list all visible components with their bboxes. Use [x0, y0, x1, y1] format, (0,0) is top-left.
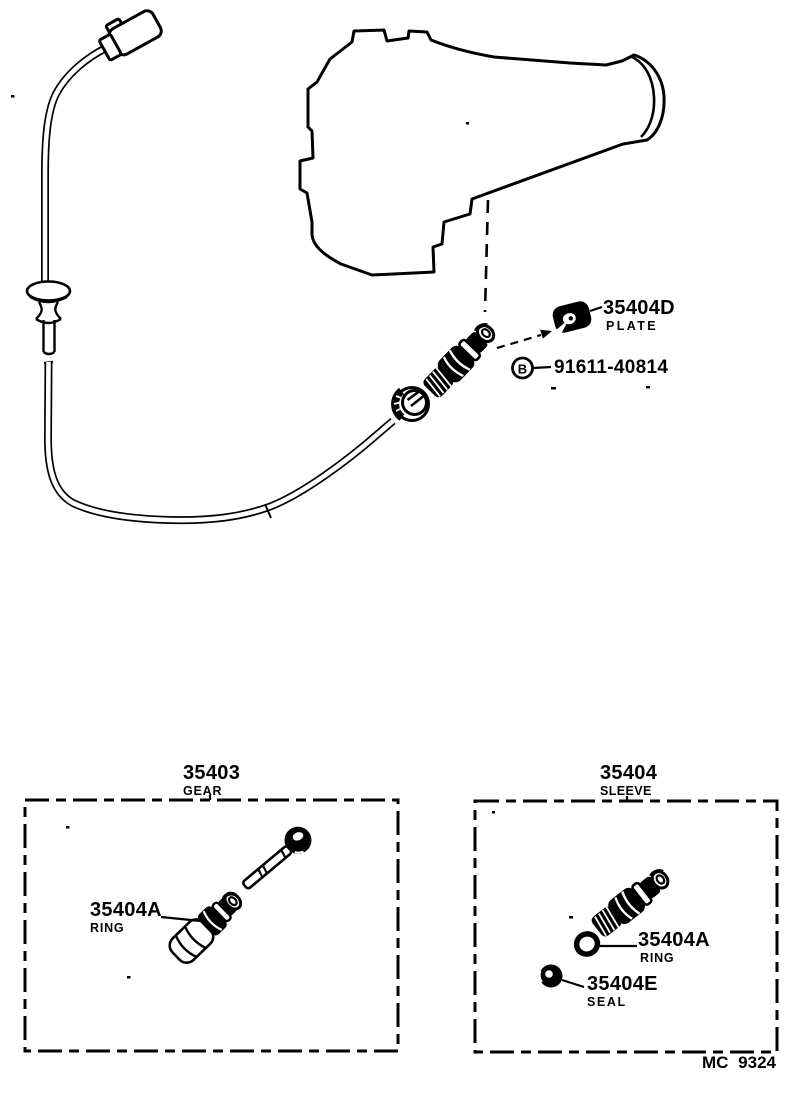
transmission-housing-outline	[300, 30, 664, 275]
ring-callout-sleeve-box	[638, 930, 710, 965]
lock-plate-part	[550, 299, 593, 334]
part-name-label: RING	[640, 951, 675, 965]
part-name-label: RING	[90, 921, 125, 935]
sleeve-detail-box	[475, 796, 777, 1052]
part-number-label: 35404E	[587, 973, 658, 995]
speedometer-cable-upper	[45, 48, 106, 284]
firewall-grommet	[27, 282, 70, 355]
bolt-callout	[554, 358, 668, 377]
drawing-code: MC 9324	[702, 1053, 776, 1072]
seal-leader-line	[562, 980, 584, 987]
seal-callout	[587, 974, 658, 1009]
part-number-label: 35403	[183, 762, 241, 784]
part-number-label: 91611-40814	[554, 357, 669, 378]
arrowhead-icon	[540, 330, 552, 339]
cable-ferrule-nut	[394, 388, 429, 421]
ring-callout-gear-box	[90, 900, 162, 935]
sleeve-part-light	[166, 886, 248, 967]
o-ring-part	[573, 930, 600, 957]
driven-gear-sleeve	[420, 318, 501, 401]
part-number-label: 35404A	[90, 899, 162, 921]
part-name-label: SEAL	[587, 995, 627, 1009]
part-name-label: GEAR	[183, 784, 223, 798]
driven-gear-part	[236, 821, 317, 895]
oil-seal-part	[540, 965, 563, 988]
part-number-label: 35404D	[603, 297, 675, 319]
sleeve-box-title	[600, 763, 657, 798]
cable-connector	[94, 3, 163, 63]
part-name-label: SLEEVE	[600, 784, 652, 798]
part-number-label: 35404	[600, 762, 658, 784]
part-name-label: PLATE	[606, 319, 659, 333]
bolt-symbol-icon	[513, 358, 552, 378]
bolt-symbol-letter: B	[517, 361, 528, 377]
part-number-label: 35404A	[638, 929, 710, 951]
assembly-dashed-line	[485, 200, 552, 348]
speedometer-cable-lower	[44, 362, 393, 520]
plate-callout	[603, 298, 675, 333]
gear-box-title	[183, 763, 240, 798]
gear-detail-box	[25, 795, 398, 1051]
plate-leader-line	[590, 307, 602, 311]
